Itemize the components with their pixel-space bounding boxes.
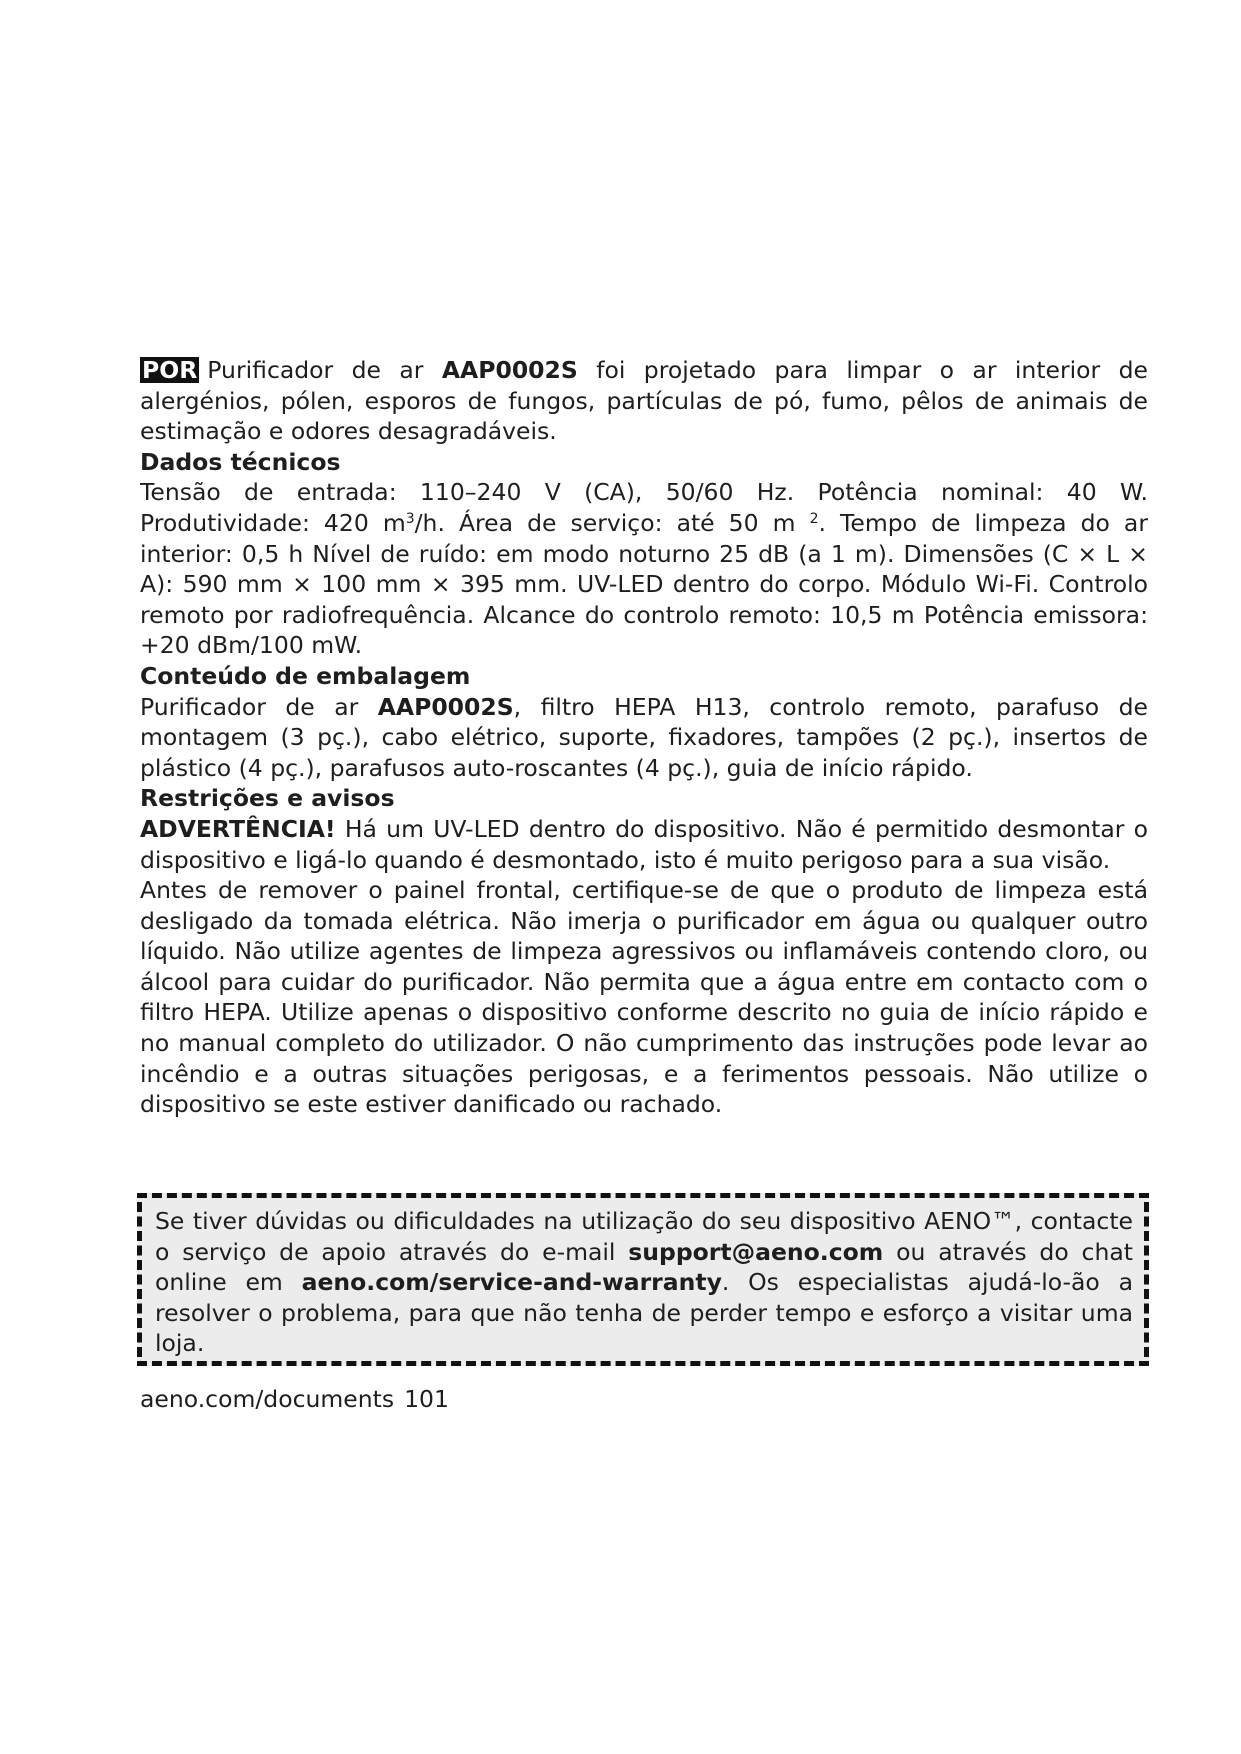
service-warranty-link[interactable]: aeno.com/service-and-warranty	[301, 1268, 722, 1297]
intro-text-end: foi projetado para limpar o ar interior de alergénios, pólen, esporos de fungos, partículas de pó, fumo, pêlos de animais de estimação e odores desagradáveis.	[140, 356, 1148, 446]
support-text	[155, 1206, 1133, 1359]
contents-text-start: Purificador de ar	[140, 692, 378, 721]
safety-paragraph: Antes de remover o painel frontal, certifique-se de que o produto de limpeza está desligado da tomada elétrica. Não imerja o purificador em água ou qualquer outro líquido. Não utilize agentes de limpeza agressivos ou inflamáveis contendo cloro, ou álcool para cuidar do purificador. Não permita que a água entre em contacto com o filtro HEPA. Utilize apenas o dispositivo conforme descrito no guia de início rápido e no manual completo do utilizador. O não cumprimento das instruções pode levar ao incêndio e a outras situações perigosas, e a ferimentos pessoais. Não utilize o dispositivo se este estiver danificado ou rachado.	[140, 876, 1148, 1119]
tech-text-2: /h. Área de serviço: até 50 m	[414, 508, 810, 537]
warning-text: Há um UV-LED dentro do dispositivo. Não é permitido desmontar o dispositivo e ligá-lo quando é desmontado, isto é muito perigoso para a sua visão.	[140, 814, 1148, 874]
tech-paragraph	[140, 477, 1148, 661]
language-badge: POR	[142, 356, 198, 384]
tech-sup-1: 3	[405, 510, 415, 527]
tech-text-3: . Tempo de limpeza do ar interior: 0,5 h Nível de ruído: em modo noturno 25 dB (a 1 m). Dimensões (C × L × A): 590 mm × 100 mm × 395 mm. UV-LED dentro do corpo. Módulo Wi-Fi. Controlo remoto por radiofrequência. Alcance do controlo remoto: 10,5 m Potência emissora: +20 dBm/100 mW.	[140, 508, 1148, 660]
page-footer	[140, 1384, 449, 1414]
intro-paragraph	[140, 355, 1148, 447]
support-box-right-border	[1144, 1202, 1149, 1357]
support-text-2: ou através do chat online em	[155, 1237, 1133, 1297]
documents-url[interactable]: aeno.com/documents	[140, 1385, 395, 1413]
warning-paragraph	[140, 814, 1148, 875]
support-email-link[interactable]: support@aeno.com	[628, 1237, 884, 1266]
contents-heading: Conteúdo de embalagem	[140, 661, 471, 690]
document-body	[140, 355, 1148, 1120]
tech-text-1: Tensão de entrada: 110–240 V (CA), 50/60 Hz. Potência nominal: 40 W. Produtividade: 420 m	[140, 478, 1148, 537]
tech-heading: Dados técnicos	[140, 447, 341, 476]
tech-sup-2: 2	[809, 510, 819, 527]
support-box-left-border	[137, 1202, 142, 1357]
contents-model-name: AAP0002S	[377, 692, 514, 721]
intro-text-start: Purificador de ar	[207, 356, 442, 384]
page-number: 101	[404, 1385, 449, 1413]
warnings-heading: Restrições e avisos	[140, 784, 395, 813]
support-box	[137, 1193, 1149, 1366]
contents-paragraph	[140, 692, 1148, 784]
support-text-1: Se tiver dúvidas ou dificuldades na utilização do seu dispositivo AENO™, contacte o serviço de apoio através do e-mail	[155, 1207, 1133, 1266]
contents-text-end: , filtro HEPA H13, controlo remoto, parafuso de montagem (3 pç.), cabo elétrico, suporte, fixadores, tampões (2 pç.), insertos de plástico (4 pç.), parafusos auto-roscantes (4 pç.), guia de início rápido.	[140, 692, 1148, 782]
warning-label: ADVERTÊNCIA!	[140, 814, 336, 843]
model-name: AAP0002S	[441, 356, 578, 384]
support-text-3: . Os especialistas ajudá-lo-ão a resolver o problema, para que não tenha de perder tempo e esforço a visitar uma loja.	[155, 1268, 1133, 1358]
